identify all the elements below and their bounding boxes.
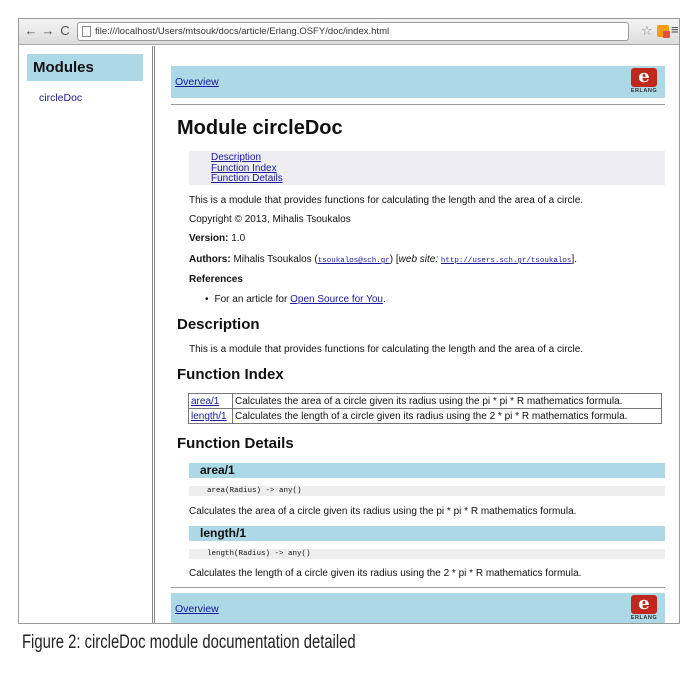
page-title: Module circleDoc xyxy=(177,117,343,139)
references-heading xyxy=(189,274,243,285)
modules-sidebar xyxy=(19,46,155,624)
description-heading: Description xyxy=(177,316,260,333)
overview-link[interactable]: Overview xyxy=(175,76,219,88)
toc-function-index-link[interactable]: Function Index xyxy=(211,162,277,174)
figure-caption: Figure 2: circleDoc module documentation detailed xyxy=(22,632,356,653)
modules-heading: Modules xyxy=(27,54,143,81)
browser-toolbar xyxy=(19,19,679,45)
function-link-length[interactable]: length/1 xyxy=(191,410,227,422)
copyright-text: Copyright © 2013, Mihalis Tsoukalos xyxy=(189,214,351,225)
version-line xyxy=(189,233,245,244)
version-value: 1.0 xyxy=(231,233,246,244)
erlang-logo-bottom[interactable] xyxy=(627,595,661,623)
function-index-table xyxy=(188,393,662,424)
page-icon xyxy=(82,26,91,37)
url-text: file:///localhost/Users/mtsouk/docs/article/Erlang.OSFY/doc/index.html xyxy=(95,26,390,37)
function-link-area[interactable]: area/1 xyxy=(191,395,220,407)
rss-icon[interactable] xyxy=(657,25,669,37)
erlang-logo-word: ERLANG xyxy=(630,88,658,94)
address-bar[interactable] xyxy=(77,22,629,41)
function-area-signature: area(Radius) -> any() xyxy=(189,486,665,496)
erlang-logo[interactable] xyxy=(627,68,661,96)
bookmark-star-icon[interactable]: ☆ xyxy=(641,23,653,38)
erlang-logo-icon: e xyxy=(631,68,657,87)
back-arrow-icon[interactable]: ← xyxy=(24,23,38,38)
bottom-navbar xyxy=(171,593,665,624)
menu-icon[interactable]: ≡ xyxy=(671,22,679,37)
toc-description-link[interactable]: Description xyxy=(211,152,262,163)
author-mid: ) [ xyxy=(389,254,399,265)
reload-icon[interactable]: C xyxy=(60,23,70,38)
author-website-link[interactable]: http://users.sch.gr/tsoukalos xyxy=(440,257,572,265)
table-row xyxy=(189,394,662,409)
author-name: Mihalis Tsoukalos ( xyxy=(233,254,318,265)
version-label: Version: xyxy=(189,233,229,244)
function-area-desc: Calculates the area of a circle given its radius using the pi * pi * R mathematics formula. xyxy=(189,506,577,517)
description-text: This is a module that provides functions for calculating the length and the area of a circle. xyxy=(189,344,584,355)
function-name-cell xyxy=(189,409,233,424)
function-length-desc: Calculates the length of a circle given its radius using the 2 * pi * R mathematics formula. xyxy=(189,568,582,579)
function-length-signature: length(Radius) -> any() xyxy=(189,549,665,559)
authors-label: Authors: xyxy=(189,254,231,265)
browser-window xyxy=(18,18,680,624)
function-desc-cell: Calculates the length of a circle given its radius using the 2 * pi * R mathematics formula. xyxy=(233,409,662,424)
function-index-heading: Function Index xyxy=(177,366,284,383)
forward-arrow-icon[interactable]: → xyxy=(41,23,55,38)
website-label: web site: xyxy=(398,254,439,265)
function-desc-cell: Calculates the area of a circle given its radius using the pi * pi * R mathematics formula. xyxy=(233,394,662,409)
reference-prefix: For an article for xyxy=(214,294,291,305)
table-of-contents xyxy=(189,151,665,185)
author-end: ]. xyxy=(571,254,577,265)
function-name-cell xyxy=(189,394,233,409)
top-navbar xyxy=(171,66,665,98)
reference-suffix: . xyxy=(382,294,386,305)
divider xyxy=(171,104,665,105)
reference-item xyxy=(205,294,386,305)
function-details-heading: Function Details xyxy=(177,435,294,452)
toc-function-details-link[interactable]: Function Details xyxy=(211,173,283,184)
references-label: References xyxy=(189,274,243,285)
authors-line xyxy=(189,254,577,265)
sidebar-item-circledoc[interactable]: circleDoc xyxy=(39,92,83,104)
function-area-heading: area/1 xyxy=(189,463,665,478)
module-content xyxy=(169,46,675,624)
reference-link[interactable]: Open Source for You xyxy=(290,294,383,305)
erlang-logo-icon: e xyxy=(631,595,657,614)
erlang-logo-word: ERLANG xyxy=(630,615,658,621)
table-row xyxy=(189,409,662,424)
function-length-heading: length/1 xyxy=(189,526,665,541)
overview-link-bottom[interactable]: Overview xyxy=(175,603,219,615)
author-email-link[interactable]: tsoukalos@sch.gr xyxy=(317,257,390,265)
module-summary: This is a module that provides functions for calculating the length and the area of a circle. xyxy=(189,195,584,206)
